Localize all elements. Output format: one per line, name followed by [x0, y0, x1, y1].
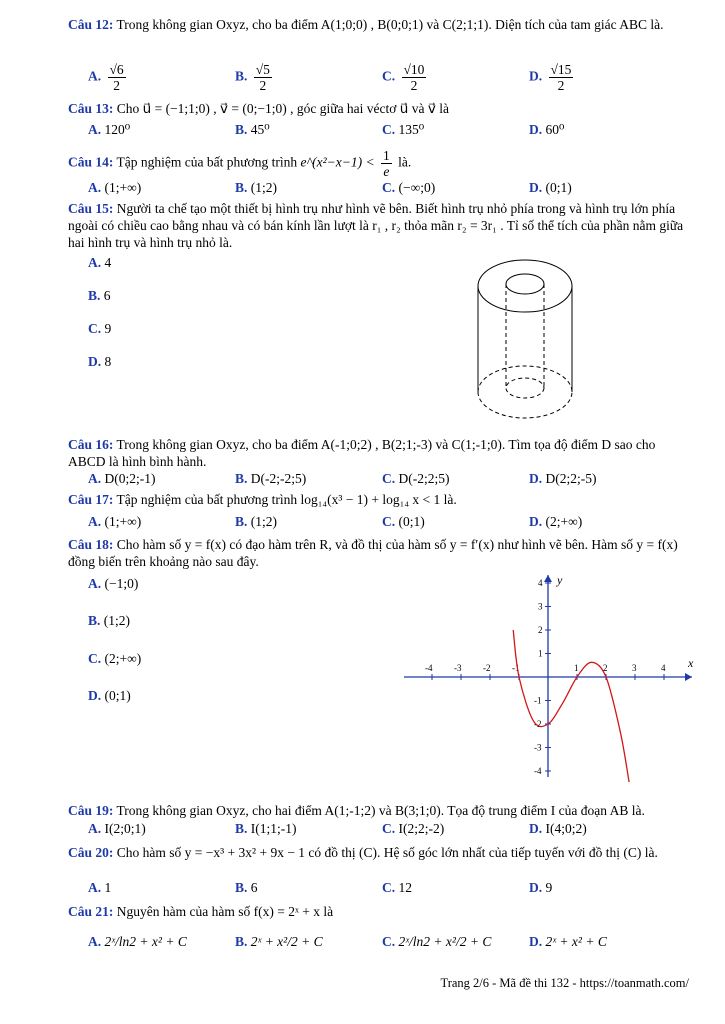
question-number: Câu 21: [68, 904, 114, 919]
option-label: B. [235, 880, 248, 895]
question-number: Câu 19: [68, 803, 114, 818]
option-a[interactable] [88, 575, 138, 593]
question-text: Trong không gian Oxyz, cho hai điểm A(1;-1;2) và B(3;1;0). Tọa độ trung điểm I của đoạn AB là. [116, 803, 645, 818]
option-a[interactable] [88, 933, 187, 951]
option-text: (1;2) [250, 180, 278, 195]
option-c[interactable] [382, 933, 491, 951]
y-axis-arrow [544, 575, 552, 582]
option-d[interactable] [529, 470, 597, 488]
question-text: Nguyên hàm của hàm số f(x) = 2ˣ + x là [116, 904, 334, 919]
question-13 [68, 100, 690, 117]
option-label: C. [382, 934, 396, 949]
option-label: C. [382, 514, 396, 529]
option-text: D(0;2;-1) [104, 471, 156, 486]
y-tick-label: -3 [534, 742, 542, 753]
question-number: Câu 12: [68, 17, 114, 32]
option-label: B. [88, 613, 101, 628]
question-number: Câu 15: [68, 201, 114, 216]
question-17 [68, 491, 690, 508]
option-text: 120⁰ [104, 122, 131, 137]
option-label: B. [235, 821, 248, 836]
option-label: A. [88, 255, 102, 270]
option-label: A. [88, 122, 102, 137]
question-number: Câu 20: [68, 845, 114, 860]
y-tick-label: -1 [534, 695, 542, 706]
option-label: C. [382, 821, 396, 836]
option-c[interactable] [88, 320, 111, 338]
option-text: (1;+∞) [104, 180, 142, 195]
numerator: √15 [550, 62, 572, 77]
inner-bottom-ellipse [506, 378, 544, 398]
question-15 [68, 200, 690, 251]
option-text: I(2;0;1) [104, 821, 146, 836]
option-label: D. [88, 688, 102, 703]
option-a[interactable] [88, 879, 111, 897]
option-b[interactable] [88, 612, 130, 630]
option-text: (0;1) [104, 688, 131, 703]
option-label: C. [382, 880, 396, 895]
question-text: Tập nghiệm của bất phương trình log₁₄(x³ − 1) + log₁₄ x < 1 là. [116, 492, 457, 507]
option-text: (1;2) [250, 514, 278, 529]
option-text: I(1;1;-1) [250, 821, 297, 836]
option-text: 60⁰ [545, 122, 565, 137]
question-text: Cho hàm số y = f(x) có đạo hàm trên R, và đồ thị của hàm số y = f′(x) như hình vẽ bên. Hàm số y = f(x) đồng biến trên khoảng nào sau đây. [68, 537, 678, 569]
option-text: 12 [398, 880, 412, 895]
question-20 [68, 844, 690, 861]
option-label: B. [235, 122, 248, 137]
page-footer: Trang 2/6 - Mã đề thi 132 - https://toanmath.com/ [440, 976, 689, 990]
option-label: A. [88, 880, 102, 895]
option-text: (0;1) [398, 514, 425, 529]
option-label: D. [529, 180, 543, 195]
option-text: 2ˣ + x² + C [545, 934, 607, 949]
option-label: A. [88, 821, 102, 836]
option-label: D. [529, 471, 543, 486]
numerator: √10 [403, 62, 425, 77]
option-text: (0;1) [545, 180, 572, 195]
option-label: D. [529, 934, 543, 949]
option-text: (1;+∞) [104, 514, 142, 529]
question-number: Câu 13: [68, 101, 114, 116]
option-c[interactable] [382, 513, 425, 531]
x-tick-label: -4 [425, 663, 433, 673]
option-label: B. [235, 471, 248, 486]
option-label: C. [88, 651, 102, 666]
option-d[interactable] [529, 879, 552, 897]
numerator: √6 [109, 62, 124, 77]
option-text: 6 [250, 880, 258, 895]
option-d[interactable] [529, 179, 572, 197]
question-number: Câu 18: [68, 537, 114, 552]
option-d[interactable] [529, 513, 582, 531]
option-b[interactable] [235, 62, 275, 93]
option-text: 1 [104, 880, 112, 895]
denominator: 2 [557, 78, 565, 93]
option-d[interactable] [88, 353, 111, 371]
option-c[interactable] [382, 179, 435, 197]
option-d[interactable] [529, 820, 587, 838]
denominator: e [383, 164, 390, 179]
question-text-end: là. [398, 154, 412, 170]
question-number: Câu 14: [68, 154, 114, 170]
x-axis-arrow [685, 673, 692, 681]
question-number: Câu 17: [68, 492, 114, 507]
x-tick-label: -2 [483, 663, 491, 673]
question-21 [68, 903, 690, 920]
x-tick-label: 3 [632, 663, 637, 673]
option-a[interactable] [88, 179, 141, 197]
denominator: 2 [410, 78, 418, 93]
question-text: Cho hàm số y = −x³ + 3x² + 9x − 1 có đồ thị (C). Hệ số góc lớn nhất của tiếp tuyến với đồ thị (C) là. [116, 845, 658, 860]
question-text: Tập nghiệm của bất phương trình [116, 154, 298, 170]
denominator: 2 [259, 78, 267, 93]
option-a[interactable] [88, 470, 156, 488]
option-c[interactable] [382, 121, 424, 139]
option-c[interactable] [382, 470, 450, 488]
y-tick-label: 3 [538, 601, 543, 612]
option-c[interactable] [382, 62, 429, 93]
question-14 [68, 148, 690, 179]
question-text: Trong không gian Oxyz, cho ba điểm A(-1;0;2) , B(2;1;-3) và C(1;-1;0). Tìm tọa độ điểm D sao cho ABCD là hình bình hành. [68, 437, 656, 469]
question-text: Trong không gian Oxyz, cho ba điểm A(1;0;0) , B(0;0;1) và C(2;1;1). Diện tích của tam giác ABC là. [116, 17, 664, 32]
question-16 [68, 436, 690, 470]
question-number: Câu 16: [68, 437, 114, 452]
option-label: B. [88, 288, 101, 303]
option-text: 2ˣ/ln2 + x²/2 + C [398, 934, 492, 949]
y-tick-label: -2 [534, 719, 542, 729]
option-a[interactable] [88, 254, 111, 272]
question-12 [68, 16, 690, 33]
option-a[interactable] [88, 121, 130, 139]
option-b[interactable] [235, 121, 270, 139]
option-label: C. [382, 180, 396, 195]
numerator: √5 [255, 62, 270, 77]
question-text: Người ta chế tạo một thiết bị hình trụ như hình vẽ bên. Biết hình trụ nhỏ phía trong và hình trụ lớn phía ngoài có chiều cao bằng nhau và có bán kính lần lượt là r₁ , r₂ thỏa mãn r₂ = 3r₁ . Tỉ số thể tích của phần nằm giữa hai hình trụ và hình trụ nhỏ là. [68, 201, 684, 250]
option-label: C. [382, 471, 396, 486]
y-axis-label: y [557, 573, 563, 587]
option-text: (−∞;0) [398, 180, 436, 195]
inner-top-ellipse [506, 274, 544, 294]
option-label: A. [88, 514, 102, 529]
inequality-expression: e^(x²−x−1) < [300, 154, 375, 170]
question-19 [68, 802, 690, 819]
option-b[interactable] [235, 179, 277, 197]
numerator: 1 [383, 148, 390, 163]
option-text: 45⁰ [250, 122, 270, 137]
x-axis-label: x [688, 656, 694, 670]
option-label: A. [88, 934, 102, 949]
option-c[interactable] [382, 879, 412, 897]
y-tick-label: 2 [538, 625, 543, 635]
option-c[interactable] [88, 650, 141, 668]
option-label: D. [529, 122, 543, 137]
outer-bottom-front [478, 392, 572, 418]
option-label: A. [88, 576, 102, 591]
option-d[interactable] [529, 62, 576, 93]
option-b[interactable] [235, 513, 277, 531]
x-tick-label: -1 [512, 663, 520, 673]
option-label: D. [529, 821, 543, 836]
option-label: B. [235, 514, 248, 529]
option-a[interactable] [88, 820, 146, 838]
option-text: (−1;0) [104, 576, 139, 591]
option-text: D(2;2;-5) [545, 471, 597, 486]
option-d[interactable] [529, 933, 607, 951]
outer-top-ellipse [478, 260, 572, 312]
option-text: (2;+∞) [104, 651, 142, 666]
derivative-curve [513, 630, 629, 782]
option-label: D. [529, 514, 543, 529]
option-label: A. [88, 180, 102, 195]
option-text: D(-2;2;5) [398, 471, 450, 486]
option-label: D. [88, 354, 102, 369]
y-tick-label: 1 [538, 648, 543, 659]
x-tick-label: 1 [574, 663, 579, 673]
option-label: C. [382, 68, 396, 84]
option-d[interactable] [88, 687, 131, 705]
option-text: 9 [545, 880, 553, 895]
option-label: C. [382, 122, 396, 137]
option-d[interactable] [529, 121, 564, 139]
x-tick-label: 2 [603, 663, 608, 673]
option-b[interactable] [235, 879, 258, 897]
option-text: 9 [104, 321, 112, 336]
option-label: B. [235, 180, 248, 195]
option-text: I(2;2;-2) [398, 821, 445, 836]
derivative-graph [400, 572, 700, 782]
option-label: A. [88, 471, 102, 486]
option-c[interactable] [382, 820, 444, 838]
option-text: 135⁰ [398, 122, 425, 137]
option-label: B. [235, 68, 248, 84]
option-label: D. [529, 880, 543, 895]
option-label: B. [235, 934, 248, 949]
option-b[interactable] [88, 287, 111, 305]
option-text: (1;2) [103, 613, 131, 628]
option-b[interactable] [235, 820, 297, 838]
option-text: 8 [104, 354, 112, 369]
option-b[interactable] [235, 933, 323, 951]
question-text: Cho u⃗ = (−1;1;0) , v⃗ = (0;−1;0) , góc giữa hai véctơ u⃗ và v⃗ là [116, 101, 449, 116]
option-text: 2ˣ/ln2 + x² + C [104, 934, 187, 949]
option-label: C. [88, 321, 102, 336]
denominator: 2 [113, 78, 120, 93]
option-label: A. [88, 68, 102, 84]
question-18 [68, 536, 690, 570]
option-a[interactable] [88, 513, 141, 531]
option-b[interactable] [235, 470, 306, 488]
option-text: 2ˣ + x²/2 + C [250, 934, 323, 949]
x-tick-label: 4 [661, 663, 666, 673]
outer-bottom-back [478, 366, 572, 392]
option-label: D. [529, 68, 543, 84]
option-text: I(4;0;2) [545, 821, 587, 836]
option-text: D(-2;-2;5) [250, 471, 307, 486]
option-text: 6 [103, 288, 111, 303]
option-a[interactable] [88, 62, 129, 93]
option-text: 4 [104, 255, 112, 270]
y-tick-label: 4 [538, 578, 543, 588]
y-tick-label: -4 [534, 766, 542, 776]
x-tick-label: -3 [454, 663, 462, 673]
option-text: (2;+∞) [545, 514, 583, 529]
cylinder-figure [465, 252, 585, 432]
